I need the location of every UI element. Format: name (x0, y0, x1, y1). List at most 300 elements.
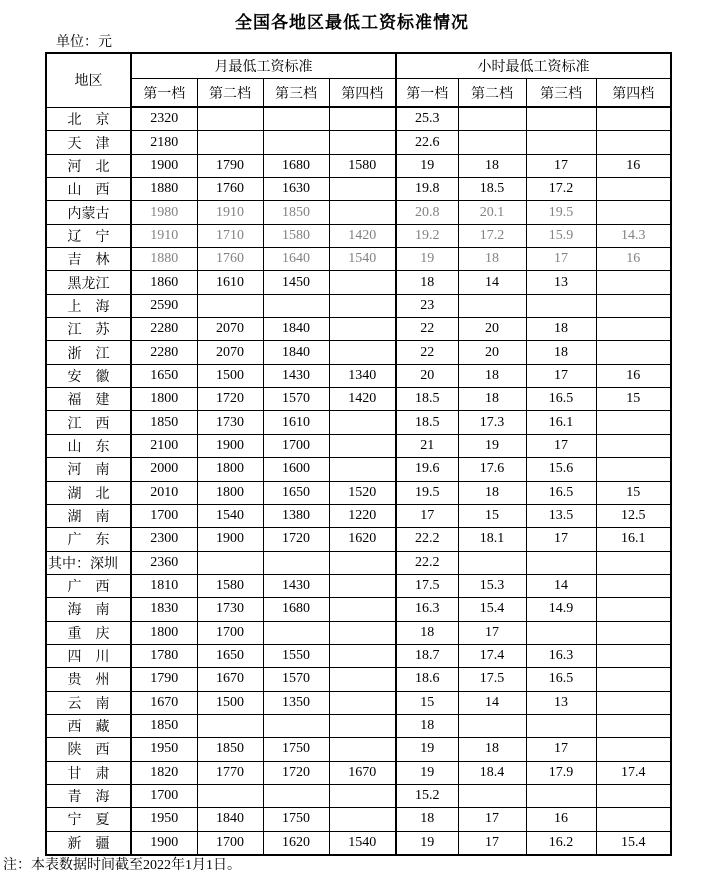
hourly-tier3-cell: 17 (526, 738, 596, 761)
monthly-tier2-cell (197, 294, 263, 317)
region-cell: 安 徽 (46, 364, 131, 387)
hourly-tier1-cell: 19 (396, 248, 458, 271)
monthly-tier1-cell: 1830 (131, 598, 197, 621)
region-cell: 甘 肃 (46, 761, 131, 784)
hourly-tier2-cell: 14 (458, 271, 526, 294)
monthly-tier3-cell: 1650 (263, 481, 329, 504)
hourly-tier2-cell: 17.2 (458, 224, 526, 247)
hourly-tier2-cell: 15.3 (458, 574, 526, 597)
monthly-tier1-cell: 1950 (131, 738, 197, 761)
monthly-tier2-header: 第二档 (197, 79, 263, 108)
table-row (46, 574, 671, 597)
region-cell: 广 西 (46, 574, 131, 597)
monthly-tier3-cell: 1380 (263, 504, 329, 527)
monthly-tier2-cell: 1700 (197, 831, 263, 855)
monthly-tier2-cell: 1580 (197, 574, 263, 597)
monthly-tier1-cell: 2300 (131, 528, 197, 551)
hourly-tier3-cell (526, 131, 596, 154)
region-cell: 广 东 (46, 528, 131, 551)
monthly-tier2-cell (197, 107, 263, 131)
region-cell: 其中：深圳 (46, 551, 131, 574)
hourly-tier3-cell: 17 (526, 434, 596, 457)
monthly-tier4-cell (329, 271, 396, 294)
region-cell: 福 建 (46, 388, 131, 411)
monthly-tier2-cell: 1700 (197, 621, 263, 644)
monthly-tier3-cell: 1640 (263, 248, 329, 271)
monthly-tier2-cell: 1540 (197, 504, 263, 527)
hourly-tier1-cell: 20.8 (396, 201, 458, 224)
hourly-tier2-cell: 18 (458, 481, 526, 504)
region-cell: 山 西 (46, 178, 131, 201)
table-row (46, 107, 671, 131)
hourly-tier1-cell: 18 (396, 714, 458, 737)
monthly-tier1-cell: 1650 (131, 364, 197, 387)
table-row (46, 808, 671, 831)
hourly-tier1-cell: 25.3 (396, 107, 458, 131)
hourly-tier3-cell: 17 (526, 154, 596, 177)
monthly-tier2-cell: 1720 (197, 388, 263, 411)
monthly-tier3-cell: 1580 (263, 224, 329, 247)
monthly-tier3-cell: 1700 (263, 434, 329, 457)
monthly-tier4-cell (329, 598, 396, 621)
monthly-tier1-cell: 2360 (131, 551, 197, 574)
hourly-tier2-cell: 19 (458, 434, 526, 457)
table-row (46, 481, 671, 504)
hourly-tier4-cell (596, 107, 671, 131)
hourly-tier2-cell: 20.1 (458, 201, 526, 224)
hourly-tier2-cell: 18 (458, 388, 526, 411)
monthly-tier4-cell (329, 201, 396, 224)
hourly-tier2-cell: 17 (458, 808, 526, 831)
hourly-tier3-cell: 16.5 (526, 481, 596, 504)
table-row (46, 551, 671, 574)
hourly-tier1-cell: 18.5 (396, 388, 458, 411)
monthly-tier1-cell: 1700 (131, 504, 197, 527)
monthly-tier1-cell: 1880 (131, 248, 197, 271)
monthly-tier3-cell (263, 714, 329, 737)
table-row (46, 528, 671, 551)
table-row (46, 341, 671, 364)
hourly-tier4-cell: 17.4 (596, 761, 671, 784)
hourly-tier3-cell: 17.2 (526, 178, 596, 201)
monthly-tier3-cell (263, 621, 329, 644)
monthly-tier4-cell (329, 131, 396, 154)
hourly-tier3-cell: 16.1 (526, 411, 596, 434)
monthly-tier2-cell: 1770 (197, 761, 263, 784)
monthly-tier4-cell (329, 784, 396, 807)
hourly-tier4-cell (596, 808, 671, 831)
monthly-tier1-header: 第一档 (131, 79, 197, 108)
monthly-tier2-cell (197, 551, 263, 574)
table-row (46, 131, 671, 154)
hourly-tier3-cell: 13 (526, 271, 596, 294)
hourly-tier2-cell (458, 551, 526, 574)
hourly-tier4-cell: 12.5 (596, 504, 671, 527)
hourly-tier3-cell: 14 (526, 574, 596, 597)
table-row (46, 504, 671, 527)
hourly-tier1-cell: 20 (396, 364, 458, 387)
monthly-tier4-cell (329, 621, 396, 644)
monthly-tier2-cell: 1760 (197, 178, 263, 201)
hourly-tier3-cell: 17 (526, 248, 596, 271)
hourly-tier4-cell (596, 434, 671, 457)
region-cell: 浙 江 (46, 341, 131, 364)
monthly-tier2-cell: 1900 (197, 528, 263, 551)
hourly-tier4-cell (596, 294, 671, 317)
monthly-tier4-cell (329, 551, 396, 574)
hourly-tier4-cell (596, 318, 671, 341)
monthly-tier1-cell: 1780 (131, 644, 197, 667)
hourly-tier4-cell: 15.4 (596, 831, 671, 855)
hourly-tier2-cell: 14 (458, 691, 526, 714)
monthly-tier1-cell: 2180 (131, 131, 197, 154)
monthly-tier4-cell (329, 294, 396, 317)
monthly-tier1-cell: 1900 (131, 154, 197, 177)
hourly-tier3-cell: 16.2 (526, 831, 596, 855)
hourly-tier4-cell (596, 598, 671, 621)
monthly-tier3-cell: 1750 (263, 808, 329, 831)
region-cell: 吉 林 (46, 248, 131, 271)
monthly-tier3-cell (263, 294, 329, 317)
table-row (46, 154, 671, 177)
hourly-tier2-header: 第二档 (458, 79, 526, 108)
monthly-tier2-cell: 1800 (197, 481, 263, 504)
monthly-tier3-cell: 1350 (263, 691, 329, 714)
monthly-tier4-cell (329, 714, 396, 737)
hourly-tier1-cell: 17 (396, 504, 458, 527)
hourly-tier2-cell: 18 (458, 154, 526, 177)
monthly-tier1-cell: 1850 (131, 411, 197, 434)
hourly-tier3-cell: 18 (526, 318, 596, 341)
table-row (46, 294, 671, 317)
table-row (46, 668, 671, 691)
hourly-tier3-cell: 13 (526, 691, 596, 714)
monthly-tier1-cell: 2590 (131, 294, 197, 317)
monthly-tier3-cell: 1570 (263, 668, 329, 691)
monthly-tier4-cell (329, 691, 396, 714)
hourly-tier3-cell (526, 294, 596, 317)
hourly-tier4-cell: 16 (596, 154, 671, 177)
region-cell: 贵 州 (46, 668, 131, 691)
monthly-tier1-cell: 1800 (131, 388, 197, 411)
table-row (46, 458, 671, 481)
hourly-tier2-cell (458, 294, 526, 317)
region-cell: 重 庆 (46, 621, 131, 644)
monthly-tier3-cell: 1680 (263, 154, 329, 177)
region-cell: 西 藏 (46, 714, 131, 737)
region-cell: 湖 北 (46, 481, 131, 504)
hourly-tier3-cell: 19.5 (526, 201, 596, 224)
monthly-tier1-cell: 2100 (131, 434, 197, 457)
footnote: 注：本表数据时间截至2022年1月1日。 (3, 858, 241, 873)
region-cell: 黑龙江 (46, 271, 131, 294)
monthly-tier1-cell: 2280 (131, 318, 197, 341)
hourly-tier3-cell: 18 (526, 341, 596, 364)
monthly-tier2-cell: 1840 (197, 808, 263, 831)
monthly-tier4-cell (329, 178, 396, 201)
hourly-tier2-cell: 15 (458, 504, 526, 527)
table-row (46, 364, 671, 387)
table-row (46, 271, 671, 294)
region-cell: 辽 宁 (46, 224, 131, 247)
monthly-tier1-cell: 1950 (131, 808, 197, 831)
hourly-tier3-cell: 17 (526, 364, 596, 387)
hourly-tier2-cell: 17 (458, 831, 526, 855)
hourly-tier1-cell: 18.6 (396, 668, 458, 691)
table-row (46, 318, 671, 341)
hourly-tier3-cell: 15.6 (526, 458, 596, 481)
monthly-tier2-cell: 1910 (197, 201, 263, 224)
monthly-tier4-cell: 1580 (329, 154, 396, 177)
monthly-tier4-cell: 1220 (329, 504, 396, 527)
monthly-tier3-cell: 1720 (263, 761, 329, 784)
monthly-tier2-cell (197, 784, 263, 807)
header-tier-row (46, 79, 671, 108)
region-cell: 江 苏 (46, 318, 131, 341)
hourly-tier2-cell (458, 784, 526, 807)
hourly-tier4-cell (596, 574, 671, 597)
hourly-tier1-cell: 18.7 (396, 644, 458, 667)
hourly-tier2-cell: 20 (458, 341, 526, 364)
hourly-tier1-cell: 21 (396, 434, 458, 457)
monthly-tier2-cell: 1500 (197, 691, 263, 714)
monthly-tier3-cell: 1620 (263, 831, 329, 855)
monthly-tier2-cell: 1730 (197, 411, 263, 434)
hourly-tier2-cell: 18 (458, 738, 526, 761)
region-cell: 宁 夏 (46, 808, 131, 831)
hourly-tier1-cell: 22.2 (396, 528, 458, 551)
hourly-tier3-cell: 16.5 (526, 388, 596, 411)
hourly-tier3-header: 第三档 (526, 79, 596, 108)
monthly-tier3-cell: 1570 (263, 388, 329, 411)
monthly-tier4-cell (329, 458, 396, 481)
hourly-tier2-cell: 18.1 (458, 528, 526, 551)
table-row (46, 224, 671, 247)
hourly-tier1-cell: 19 (396, 761, 458, 784)
monthly-tier3-cell: 1550 (263, 644, 329, 667)
monthly-tier4-cell (329, 341, 396, 364)
hourly-tier4-cell (596, 691, 671, 714)
monthly-tier1-cell: 1700 (131, 784, 197, 807)
hourly-tier2-cell: 17.4 (458, 644, 526, 667)
monthly-tier3-header: 第三档 (263, 79, 329, 108)
hourly-tier2-cell (458, 107, 526, 131)
table-row (46, 411, 671, 434)
monthly-tier1-cell: 2320 (131, 107, 197, 131)
hourly-tier1-cell: 19.2 (396, 224, 458, 247)
monthly-tier4-cell (329, 318, 396, 341)
table-header (46, 53, 671, 107)
region-cell: 新 疆 (46, 831, 131, 855)
monthly-group-header: 月最低工资标准 (131, 53, 396, 79)
hourly-tier4-cell (596, 738, 671, 761)
hourly-tier1-cell: 23 (396, 294, 458, 317)
monthly-tier4-cell (329, 107, 396, 131)
hourly-tier2-cell: 15.4 (458, 598, 526, 621)
hourly-tier4-cell (596, 178, 671, 201)
hourly-tier1-cell: 22.2 (396, 551, 458, 574)
hourly-tier3-cell (526, 551, 596, 574)
table-row (46, 714, 671, 737)
region-cell: 湖 南 (46, 504, 131, 527)
hourly-tier3-cell: 16.3 (526, 644, 596, 667)
header-group-row (46, 53, 671, 79)
monthly-tier2-cell (197, 714, 263, 737)
hourly-tier1-cell: 19.5 (396, 481, 458, 504)
region-cell: 海 南 (46, 598, 131, 621)
monthly-tier2-cell: 1500 (197, 364, 263, 387)
table-row (46, 831, 671, 855)
monthly-tier3-cell: 1680 (263, 598, 329, 621)
table-row (46, 388, 671, 411)
monthly-tier3-cell (263, 131, 329, 154)
hourly-tier4-cell (596, 271, 671, 294)
hourly-tier1-cell: 19 (396, 738, 458, 761)
monthly-tier2-cell: 1650 (197, 644, 263, 667)
unit-label: 单位：元 (56, 35, 112, 50)
hourly-tier1-cell: 19 (396, 831, 458, 855)
monthly-tier1-cell: 1980 (131, 201, 197, 224)
hourly-tier3-cell: 16 (526, 808, 596, 831)
monthly-tier4-cell: 1670 (329, 761, 396, 784)
monthly-tier1-cell: 1800 (131, 621, 197, 644)
monthly-tier2-cell: 2070 (197, 318, 263, 341)
table-row (46, 201, 671, 224)
monthly-tier1-cell: 2010 (131, 481, 197, 504)
hourly-tier1-cell: 19.6 (396, 458, 458, 481)
monthly-tier3-cell: 1750 (263, 738, 329, 761)
region-cell: 青 海 (46, 784, 131, 807)
monthly-tier4-cell (329, 574, 396, 597)
hourly-tier4-cell: 15 (596, 388, 671, 411)
monthly-tier1-cell: 1860 (131, 271, 197, 294)
hourly-tier4-cell: 16 (596, 248, 671, 271)
hourly-tier1-cell: 15 (396, 691, 458, 714)
monthly-tier3-cell: 1840 (263, 341, 329, 364)
hourly-tier2-cell: 17.6 (458, 458, 526, 481)
table-row (46, 178, 671, 201)
monthly-tier2-cell (197, 131, 263, 154)
monthly-tier3-cell (263, 551, 329, 574)
table-row (46, 738, 671, 761)
monthly-tier1-cell: 1900 (131, 831, 197, 855)
hourly-tier2-cell: 17.3 (458, 411, 526, 434)
minimum-wage-table (45, 52, 672, 856)
table-row (46, 644, 671, 667)
monthly-tier4-cell: 1620 (329, 528, 396, 551)
region-cell: 天 津 (46, 131, 131, 154)
monthly-tier2-cell: 2070 (197, 341, 263, 364)
hourly-tier3-cell (526, 107, 596, 131)
hourly-tier1-cell: 17.5 (396, 574, 458, 597)
region-cell: 上 海 (46, 294, 131, 317)
monthly-tier1-cell: 1670 (131, 691, 197, 714)
table-row (46, 621, 671, 644)
hourly-tier4-cell: 15 (596, 481, 671, 504)
hourly-tier1-cell: 22 (396, 318, 458, 341)
hourly-tier2-cell: 17 (458, 621, 526, 644)
monthly-tier3-cell: 1450 (263, 271, 329, 294)
monthly-tier2-cell: 1730 (197, 598, 263, 621)
monthly-tier1-cell: 1910 (131, 224, 197, 247)
hourly-tier4-cell (596, 341, 671, 364)
hourly-tier1-cell: 18 (396, 271, 458, 294)
monthly-tier1-cell: 2000 (131, 458, 197, 481)
hourly-tier3-cell: 17 (526, 528, 596, 551)
monthly-tier3-cell: 1430 (263, 364, 329, 387)
hourly-tier1-cell: 15.2 (396, 784, 458, 807)
monthly-tier2-cell: 1710 (197, 224, 263, 247)
monthly-tier1-cell: 1880 (131, 178, 197, 201)
monthly-tier3-cell: 1430 (263, 574, 329, 597)
hourly-tier1-cell: 19 (396, 154, 458, 177)
hourly-tier2-cell: 18 (458, 248, 526, 271)
region-cell: 四 川 (46, 644, 131, 667)
monthly-tier3-cell: 1610 (263, 411, 329, 434)
region-cell: 内蒙古 (46, 201, 131, 224)
hourly-tier3-cell (526, 621, 596, 644)
hourly-tier4-cell (596, 201, 671, 224)
hourly-tier1-cell: 18 (396, 808, 458, 831)
monthly-tier2-cell: 1610 (197, 271, 263, 294)
monthly-tier4-cell (329, 808, 396, 831)
monthly-tier2-cell: 1790 (197, 154, 263, 177)
monthly-tier1-cell: 1790 (131, 668, 197, 691)
monthly-tier1-cell: 2280 (131, 341, 197, 364)
hourly-tier4-cell (596, 411, 671, 434)
hourly-tier2-cell (458, 131, 526, 154)
hourly-tier2-cell: 20 (458, 318, 526, 341)
monthly-tier4-cell: 1540 (329, 831, 396, 855)
monthly-tier4-cell: 1420 (329, 388, 396, 411)
table-row (46, 598, 671, 621)
region-cell: 河 北 (46, 154, 131, 177)
table-row (46, 691, 671, 714)
hourly-tier3-cell: 15.9 (526, 224, 596, 247)
hourly-tier3-cell (526, 784, 596, 807)
monthly-tier2-cell: 1850 (197, 738, 263, 761)
hourly-tier2-cell: 18 (458, 364, 526, 387)
hourly-tier1-cell: 22 (396, 341, 458, 364)
region-cell: 江 西 (46, 411, 131, 434)
hourly-tier4-cell (596, 714, 671, 737)
monthly-tier4-cell (329, 434, 396, 457)
hourly-tier3-cell: 16.5 (526, 668, 596, 691)
monthly-tier3-cell (263, 784, 329, 807)
monthly-tier2-cell: 1900 (197, 434, 263, 457)
monthly-tier4-cell: 1520 (329, 481, 396, 504)
monthly-tier4-header: 第四档 (329, 79, 396, 108)
monthly-tier4-cell: 1420 (329, 224, 396, 247)
hourly-tier1-cell: 19.8 (396, 178, 458, 201)
hourly-tier2-cell: 17.5 (458, 668, 526, 691)
hourly-tier4-header: 第四档 (596, 79, 671, 108)
hourly-tier3-cell: 14.9 (526, 598, 596, 621)
hourly-tier4-cell (596, 621, 671, 644)
monthly-tier4-cell: 1340 (329, 364, 396, 387)
monthly-tier3-cell: 1720 (263, 528, 329, 551)
hourly-tier1-cell: 22.6 (396, 131, 458, 154)
region-cell: 河 南 (46, 458, 131, 481)
hourly-tier1-header: 第一档 (396, 79, 458, 108)
table-row (46, 248, 671, 271)
hourly-tier4-cell (596, 644, 671, 667)
table-row (46, 784, 671, 807)
monthly-tier3-cell: 1630 (263, 178, 329, 201)
hourly-tier4-cell (596, 458, 671, 481)
page-title: 全国各地区最低工资标准情况 (235, 13, 469, 32)
monthly-tier4-cell (329, 644, 396, 667)
